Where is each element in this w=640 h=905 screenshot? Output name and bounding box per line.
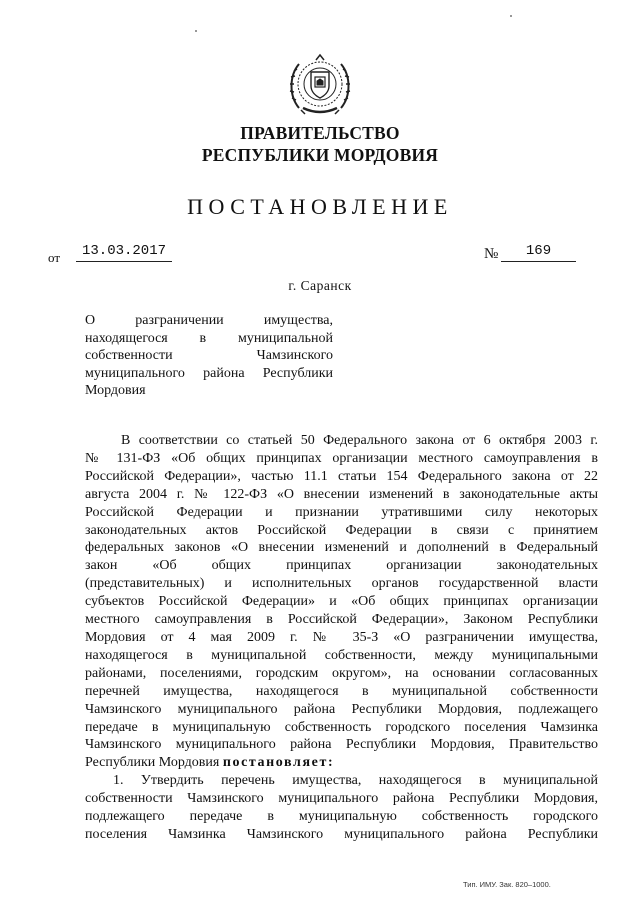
subject-line: собственности Чамзинского xyxy=(85,348,333,363)
decree-word: постановляет: xyxy=(222,755,335,771)
body-line: 1. Утвердить перечень имущества, находящегося в муниципальной xyxy=(113,773,598,789)
body-line: Российской Федерации и признании утратившими силу некоторых xyxy=(85,504,598,520)
body-line: В соответствии со статьей 50 Федерального закона от 6 октября 2003 г. xyxy=(121,433,598,448)
body-line: Чамзинского муниципального района Республики Мордовия, Правительство xyxy=(85,737,598,753)
body-line: поселения Чамзинка Чамзинского муниципального района Республики xyxy=(85,826,598,842)
body-line: законодательных актов Российской Федерации в связи с принятием xyxy=(85,522,598,538)
document-date: 13.03.2017 xyxy=(76,243,172,262)
body-line: № 131-ФЗ «Об общих принципах организации местного самоуправления в xyxy=(85,450,598,466)
body-line: перечней имущества, находящегося в муниципальной собственности xyxy=(85,683,598,699)
document-subject xyxy=(85,312,333,400)
government-title-line2: РЕСПУБЛИКИ МОРДОВИЯ xyxy=(201,145,439,165)
body-line: (представительных) и исполнительных органов государственной власти xyxy=(85,576,598,592)
body-line: Российской Федерации», частью 11.1 статьи 154 Федерального закона от 22 xyxy=(85,468,598,484)
document-type: ПОСТАНОВЛЕНИЕ xyxy=(187,194,453,219)
body-line: районами, поселениями, городским округом», на основании согласованных xyxy=(85,665,598,681)
body-line: собственности Чамзинского муниципального района Республики Мордовия, xyxy=(85,791,598,807)
body-line: подлежащего передаче в муниципальную собственность городского xyxy=(85,809,598,825)
body-line: местного самоуправления в Российской Федерации», Законом Республики xyxy=(85,612,598,628)
body-line-prefix: Республики Мордовия xyxy=(85,755,223,771)
body-line: закон «Об общих принципах организации законодательных xyxy=(85,558,598,574)
scan-speck xyxy=(510,15,512,17)
government-title-line1: ПРАВИТЕЛЬСТВО xyxy=(240,123,400,143)
date-prefix: от xyxy=(48,250,61,265)
body-line: федеральных законов «О внесении изменений и дополнений в Федеральный xyxy=(85,540,598,556)
body-line: Мордовия от 4 мая 2009 г. № 35-З «О разграничении имущества, xyxy=(85,629,598,645)
subject-line: находящегося в муниципальной xyxy=(85,330,333,346)
scan-speck xyxy=(195,30,197,32)
subject-line: Мордовия xyxy=(85,383,146,398)
subject-line: муниципального района Республики xyxy=(85,365,333,381)
coat-of-arms-icon xyxy=(287,50,353,120)
body-line: субъектов Российской Федерации» и «Об общих принципах организации xyxy=(85,594,598,610)
body-line: Чамзинского муниципального района Республики Мордовия, подлежащего xyxy=(85,701,598,717)
document-number: 169 xyxy=(501,243,576,262)
print-mark: Тип. ИМУ. Зак. 820–1000. xyxy=(463,880,551,889)
body-line: передаче в муниципальную собственность городского поселения Чамзинка xyxy=(85,719,598,735)
body-line: находящегося в муниципальной собственности, между муниципальными xyxy=(85,647,598,663)
subject-line: О разграничении имущества, xyxy=(85,313,333,328)
number-label: № xyxy=(484,246,499,262)
city: г. Саранск xyxy=(288,278,352,293)
body-line: августа 2004 г. № 122-ФЗ «О внесении изменений в законодательные акты xyxy=(85,486,598,502)
body-line-decree xyxy=(85,754,598,772)
document-body xyxy=(85,432,598,844)
